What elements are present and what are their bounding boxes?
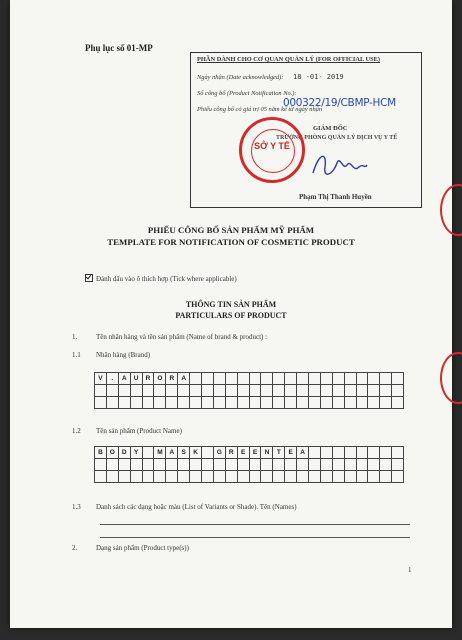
product-grid-cell bbox=[130, 471, 142, 483]
notification-number-label: Số công bố (Product Notification No.): bbox=[197, 90, 297, 97]
brand-grid-cell bbox=[118, 385, 130, 397]
signer-name: Phạm Thị Thanh Huyền bbox=[299, 193, 372, 201]
brand-grid-cell bbox=[237, 385, 249, 397]
item-1-3-text: Danh sách các dạng hoặc màu (List of Variants or Shade). Tên (Names) bbox=[96, 503, 297, 511]
brand-grid-cell: V bbox=[95, 373, 107, 385]
product-grid-cell bbox=[309, 447, 321, 459]
brand-grid-cell bbox=[95, 385, 107, 397]
product-grid-cell bbox=[202, 447, 214, 459]
product-grid-cell bbox=[202, 459, 214, 471]
brand-grid-cell bbox=[392, 373, 404, 385]
brand-grid-cell bbox=[356, 397, 368, 409]
brand-grid-cell bbox=[380, 385, 392, 397]
validity-label: Phiếu công bố có giá trị 05 năm kể từ ngày nhận bbox=[197, 106, 323, 113]
product-grid-cell bbox=[309, 459, 321, 471]
product-name-character-grid bbox=[94, 446, 404, 483]
item-1-2-number: 1.2 bbox=[72, 427, 81, 435]
brand-grid-cell bbox=[332, 385, 344, 397]
notification-number-stamp: 000322/19/CBMP-HCM bbox=[283, 97, 396, 109]
product-grid-cell: A bbox=[297, 447, 309, 459]
product-grid-cell bbox=[237, 459, 249, 471]
product-grid-cell bbox=[166, 459, 178, 471]
brand-grid-cell bbox=[368, 385, 380, 397]
product-grid-cell bbox=[297, 471, 309, 483]
item-1 bbox=[72, 333, 267, 341]
product-grid-cell: S bbox=[178, 447, 190, 459]
product-grid-cell bbox=[261, 471, 273, 483]
product-grid-cell bbox=[225, 471, 237, 483]
brand-grid-cell: R bbox=[142, 373, 154, 385]
brand-grid-cell bbox=[249, 373, 261, 385]
brand-grid-cell bbox=[225, 397, 237, 409]
product-grid-cell bbox=[178, 459, 190, 471]
brand-character-grid bbox=[94, 372, 404, 409]
brand-grid-cell bbox=[225, 373, 237, 385]
product-grid-cell bbox=[190, 471, 202, 483]
brand-grid-cell bbox=[166, 385, 178, 397]
product-grid-cell bbox=[368, 447, 380, 459]
product-grid-cell bbox=[309, 471, 321, 483]
brand-grid-cell bbox=[178, 385, 190, 397]
brand-grid-cell bbox=[142, 385, 154, 397]
product-grid-cell: T bbox=[273, 447, 285, 459]
product-grid-cell bbox=[356, 459, 368, 471]
brand-grid-cell: . bbox=[106, 373, 118, 385]
product-grid-cell bbox=[106, 459, 118, 471]
item-2-text: Dạng sản phẩm (Product type(s)) bbox=[96, 544, 189, 552]
brand-grid-cell bbox=[309, 397, 321, 409]
date-acknowledged-label: Ngày nhận (Date acknowledged): bbox=[197, 74, 284, 81]
brand-grid-cell bbox=[344, 385, 356, 397]
product-grid-cell bbox=[130, 459, 142, 471]
product-grid-cell bbox=[368, 471, 380, 483]
brand-grid-cell bbox=[273, 397, 285, 409]
product-grid-cell bbox=[166, 471, 178, 483]
date-acknowledged-value: 18 -01- 2019 bbox=[293, 73, 344, 81]
product-grid-cell: K bbox=[190, 447, 202, 459]
brand-grid-cell bbox=[368, 373, 380, 385]
product-grid-cell bbox=[249, 459, 261, 471]
product-grid-cell: E bbox=[237, 447, 249, 459]
brand-grid-cell: R bbox=[166, 373, 178, 385]
tick-note bbox=[85, 273, 237, 283]
brand-grid-cell bbox=[380, 373, 392, 385]
brand-grid-cell bbox=[154, 385, 166, 397]
product-grid-cell bbox=[118, 459, 130, 471]
brand-grid-cell bbox=[261, 397, 273, 409]
product-grid-row bbox=[95, 447, 404, 459]
brand-grid-cell bbox=[309, 385, 321, 397]
item-1-3-number: 1.3 bbox=[72, 503, 81, 511]
product-grid-cell bbox=[190, 459, 202, 471]
variant-names-line-2 bbox=[100, 537, 410, 538]
official-seal-stamp bbox=[239, 117, 305, 183]
item-1-1 bbox=[72, 351, 150, 359]
brand-grid-cell bbox=[285, 373, 297, 385]
brand-grid-cell bbox=[297, 373, 309, 385]
department-title: GIÁM ĐỐC bbox=[313, 125, 348, 132]
product-grid-cell bbox=[95, 459, 107, 471]
item-1-3 bbox=[72, 503, 297, 511]
product-grid-cell bbox=[380, 471, 392, 483]
title-english: TEMPLATE FOR NOTIFICATION OF COSMETIC PRODUCT bbox=[107, 237, 355, 247]
document-page bbox=[10, 0, 452, 628]
product-grid-cell bbox=[344, 471, 356, 483]
brand-grid-cell bbox=[106, 397, 118, 409]
brand-grid-cell bbox=[190, 373, 202, 385]
brand-grid-cell bbox=[95, 397, 107, 409]
brand-grid-cell bbox=[249, 397, 261, 409]
product-grid-cell bbox=[249, 471, 261, 483]
seal-text: SỞ Y TẾ bbox=[254, 141, 290, 151]
product-grid-cell: N bbox=[261, 447, 273, 459]
product-grid-cell bbox=[178, 471, 190, 483]
brand-grid-cell bbox=[237, 397, 249, 409]
product-grid-cell: E bbox=[249, 447, 261, 459]
product-grid-cell bbox=[320, 447, 332, 459]
brand-grid-cell bbox=[154, 397, 166, 409]
product-grid-cell bbox=[356, 471, 368, 483]
brand-grid-cell bbox=[202, 385, 214, 397]
item-1-text: Tên nhãn hàng và tên sản phẩm (Name of brand & product) : bbox=[96, 333, 268, 341]
brand-grid-cell bbox=[225, 385, 237, 397]
product-grid-cell bbox=[154, 471, 166, 483]
brand-grid-cell bbox=[106, 385, 118, 397]
product-grid-cell: O bbox=[106, 447, 118, 459]
product-grid-cell bbox=[202, 471, 214, 483]
product-grid-cell bbox=[392, 471, 404, 483]
product-grid-cell bbox=[368, 459, 380, 471]
product-grid-cell bbox=[213, 471, 225, 483]
brand-grid-cell bbox=[249, 385, 261, 397]
product-grid-cell bbox=[320, 459, 332, 471]
brand-grid-cell bbox=[261, 385, 273, 397]
brand-grid-cell bbox=[166, 397, 178, 409]
product-grid-cell: Y bbox=[130, 447, 142, 459]
product-grid-cell bbox=[118, 471, 130, 483]
brand-grid-cell bbox=[285, 385, 297, 397]
brand-grid-cell bbox=[118, 397, 130, 409]
brand-grid-cell bbox=[178, 397, 190, 409]
brand-grid-cell bbox=[320, 385, 332, 397]
product-grid-cell bbox=[142, 471, 154, 483]
product-grid-row bbox=[95, 471, 404, 483]
checkbox-icon bbox=[85, 274, 93, 282]
brand-grid-cell: O bbox=[154, 373, 166, 385]
item-1-number: 1. bbox=[72, 333, 78, 341]
brand-grid-cell bbox=[392, 397, 404, 409]
item-1-1-text: Nhãn hàng (Brand) bbox=[96, 351, 151, 359]
brand-grid-cell bbox=[273, 373, 285, 385]
item-1-2 bbox=[72, 427, 182, 435]
product-grid-cell bbox=[344, 459, 356, 471]
product-grid-cell bbox=[380, 447, 392, 459]
product-grid-cell bbox=[273, 459, 285, 471]
item-2 bbox=[72, 544, 189, 552]
product-grid-cell bbox=[285, 459, 297, 471]
product-grid-cell bbox=[332, 459, 344, 471]
section-title-vietnamese: THÔNG TIN SẢN PHẨM bbox=[185, 300, 277, 309]
product-grid-cell bbox=[332, 447, 344, 459]
brand-grid-cell bbox=[202, 397, 214, 409]
product-grid-cell bbox=[285, 471, 297, 483]
product-grid-cell bbox=[142, 459, 154, 471]
brand-grid-cell bbox=[368, 397, 380, 409]
product-grid-cell: D bbox=[118, 447, 130, 459]
product-grid-cell: R bbox=[225, 447, 237, 459]
item-1-1-number: 1.1 bbox=[72, 351, 81, 359]
product-grid-cell bbox=[237, 471, 249, 483]
brand-grid-cell bbox=[356, 385, 368, 397]
product-grid-cell bbox=[320, 471, 332, 483]
brand-grid-cell bbox=[356, 373, 368, 385]
brand-grid-cell bbox=[142, 397, 154, 409]
product-grid-cell: M bbox=[154, 447, 166, 459]
product-grid-cell: E bbox=[285, 447, 297, 459]
brand-grid-cell bbox=[202, 373, 214, 385]
brand-grid-cell: A bbox=[178, 373, 190, 385]
brand-grid-cell bbox=[190, 385, 202, 397]
product-grid-cell: G bbox=[213, 447, 225, 459]
item-1-2-text: Tên sản phẩm (Product Name) bbox=[96, 427, 182, 435]
brand-grid-cell bbox=[320, 397, 332, 409]
brand-grid-cell bbox=[320, 373, 332, 385]
section-title bbox=[10, 299, 452, 321]
official-box-header: PHẦN DÀNH CHO CƠ QUAN QUẢN LÝ (FOR OFFICIAL USE) bbox=[197, 56, 381, 63]
brand-grid-cell bbox=[392, 385, 404, 397]
item-2-number: 2. bbox=[72, 544, 78, 552]
brand-grid-cell bbox=[344, 397, 356, 409]
product-grid-cell bbox=[154, 459, 166, 471]
brand-grid-cell bbox=[130, 397, 142, 409]
brand-grid-cell bbox=[213, 397, 225, 409]
brand-grid-cell bbox=[261, 373, 273, 385]
official-use-box bbox=[190, 52, 422, 208]
product-grid-cell bbox=[261, 459, 273, 471]
brand-grid-cell bbox=[213, 385, 225, 397]
product-grid-cell bbox=[142, 447, 154, 459]
product-grid-cell bbox=[297, 459, 309, 471]
appendix-label: Phụ lục số 01-MP bbox=[85, 43, 153, 53]
product-grid-cell bbox=[95, 471, 107, 483]
brand-grid-cell bbox=[130, 385, 142, 397]
document-title bbox=[10, 224, 452, 248]
signature-mark bbox=[309, 145, 369, 185]
product-grid-cell bbox=[344, 447, 356, 459]
brand-grid-cell bbox=[309, 373, 321, 385]
page-number: 1 bbox=[408, 566, 412, 574]
product-grid-cell bbox=[380, 459, 392, 471]
product-grid-cell bbox=[213, 459, 225, 471]
product-grid-row bbox=[95, 459, 404, 471]
product-grid-cell: A bbox=[166, 447, 178, 459]
tick-note-text: Đánh dấu vào ô thích hợp (Tick where applicable) bbox=[96, 275, 237, 283]
brand-grid-cell bbox=[190, 397, 202, 409]
variant-names-line-1 bbox=[100, 524, 410, 525]
brand-grid-cell: U bbox=[130, 373, 142, 385]
brand-grid-cell bbox=[237, 373, 249, 385]
brand-grid-row bbox=[95, 397, 404, 409]
brand-grid-cell bbox=[297, 385, 309, 397]
product-grid-cell bbox=[225, 459, 237, 471]
product-grid-cell: B bbox=[95, 447, 107, 459]
product-grid-cell bbox=[273, 471, 285, 483]
brand-grid-cell bbox=[273, 385, 285, 397]
product-grid-cell bbox=[392, 447, 404, 459]
brand-grid-cell bbox=[213, 373, 225, 385]
edge-seal-stamp bbox=[440, 352, 462, 404]
brand-grid-cell: A bbox=[118, 373, 130, 385]
brand-grid-row bbox=[95, 373, 404, 385]
brand-grid-cell bbox=[332, 397, 344, 409]
brand-grid-cell bbox=[332, 373, 344, 385]
brand-grid-row bbox=[95, 385, 404, 397]
notification-number-row bbox=[197, 90, 415, 97]
product-grid-cell bbox=[356, 447, 368, 459]
product-grid-cell bbox=[106, 471, 118, 483]
department-line: TRƯỞNG PHÒNG QUẢN LÝ DỊCH VỤ Y TẾ bbox=[276, 135, 398, 141]
section-title-english: PARTICULARS OF PRODUCT bbox=[175, 311, 287, 320]
brand-grid-cell bbox=[297, 397, 309, 409]
brand-grid-cell bbox=[380, 397, 392, 409]
title-vietnamese: PHIẾU CÔNG BỐ SẢN PHẨM MỸ PHẨM bbox=[147, 225, 315, 235]
brand-grid-cell bbox=[344, 373, 356, 385]
date-acknowledged-row bbox=[197, 73, 415, 81]
brand-grid-cell bbox=[285, 397, 297, 409]
product-grid-cell bbox=[392, 459, 404, 471]
product-grid-cell bbox=[332, 471, 344, 483]
